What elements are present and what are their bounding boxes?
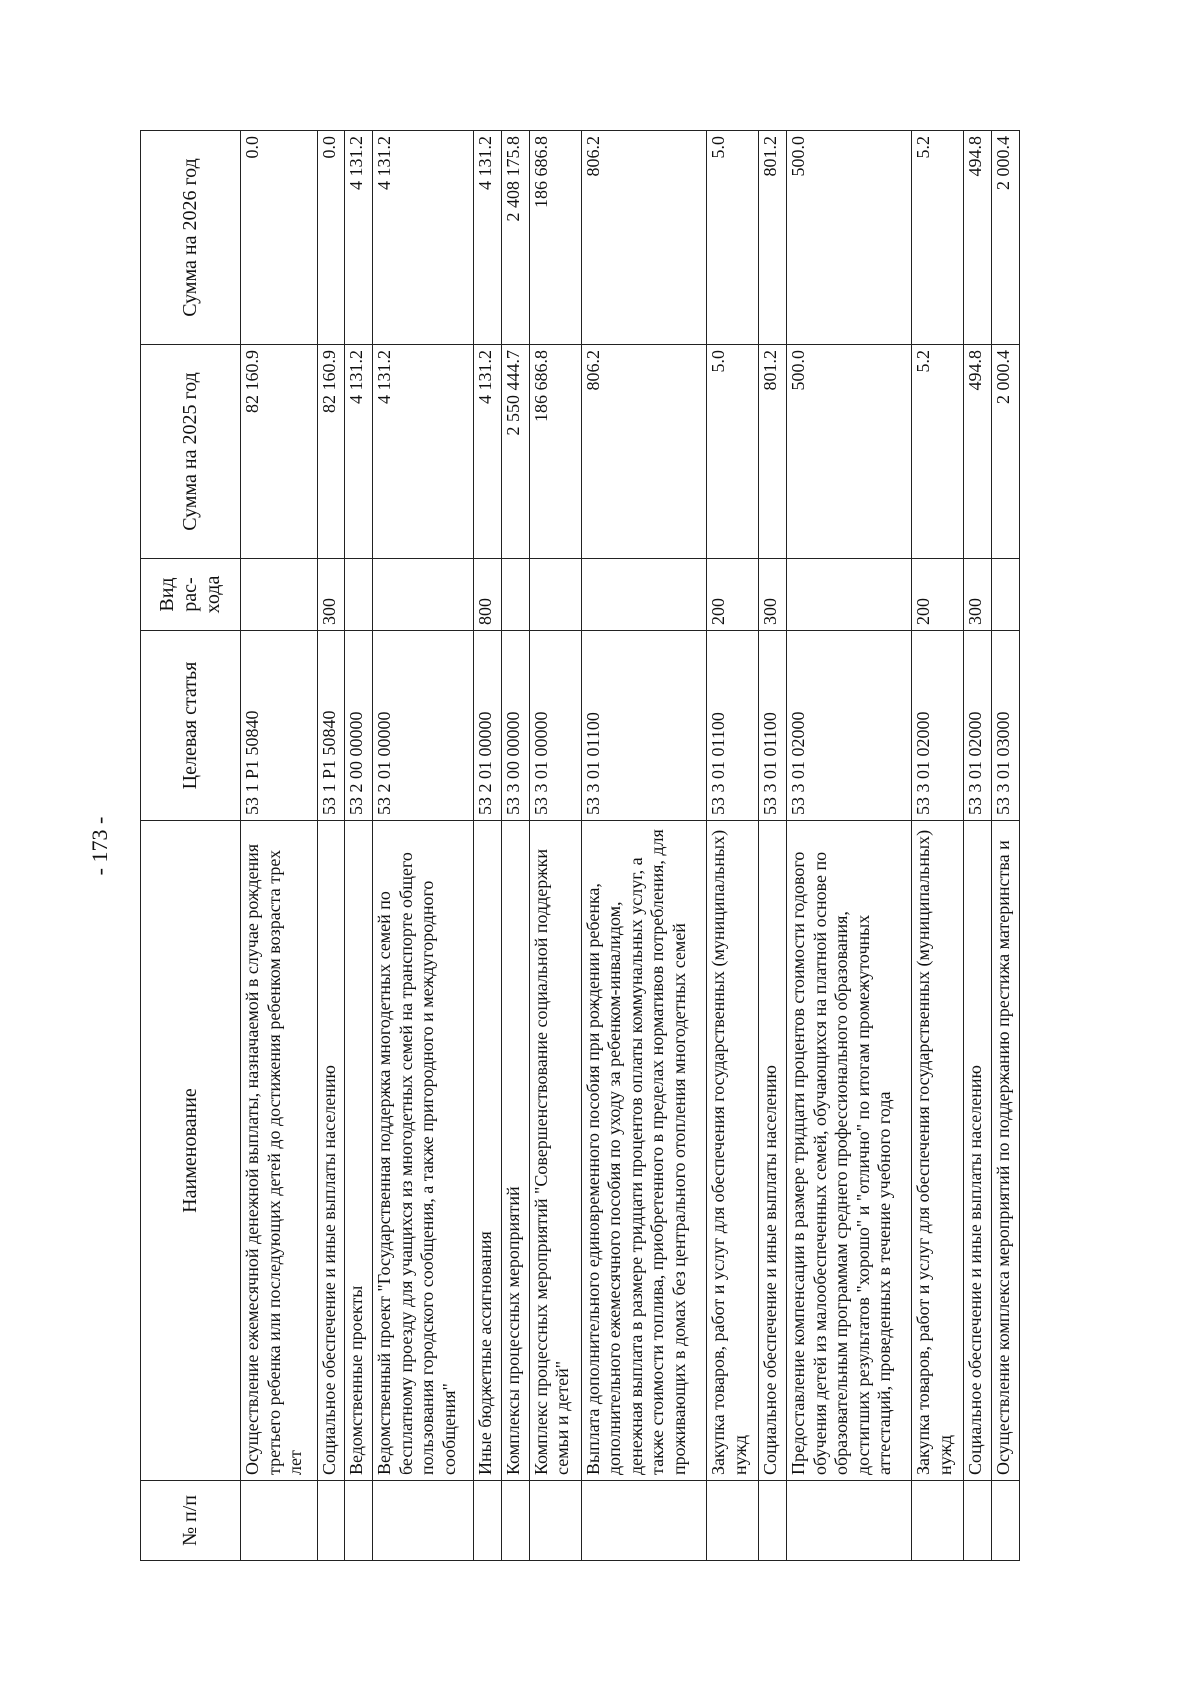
- cell-sum-2026: 5.0: [706, 131, 758, 345]
- cell-sum-2026: 500.0: [786, 131, 911, 345]
- cell-sum-2026: 2 408 175.8: [501, 131, 529, 345]
- cell-sum-2026: 0.0: [241, 131, 318, 345]
- cell-code: 53 3 01 01100: [706, 631, 758, 821]
- cell-code: 53 1 Р1 50840: [317, 631, 345, 821]
- cell-code: 53 1 Р1 50840: [241, 631, 318, 821]
- cell-sum-2026: 2 000.4: [992, 131, 1020, 345]
- header-sum-2026: Сумма на 2026 год: [141, 131, 241, 345]
- cell-kind: [241, 559, 318, 631]
- cell-name: Осуществление ежемесячной денежной выплаты, назначаемой в случае рождения третьего ребенка или последующих детей до достижения ребенком возраста трех лет: [241, 821, 318, 1481]
- header-num: № п/п: [141, 1481, 241, 1561]
- cell-sum-2025: 5.2: [912, 345, 964, 559]
- cell-kind: [373, 559, 474, 631]
- cell-sum-2025: 82 160.9: [317, 345, 345, 559]
- cell-num: [529, 1481, 581, 1561]
- cell-kind: 200: [912, 559, 964, 631]
- cell-num: [912, 1481, 964, 1561]
- cell-num: [759, 1481, 787, 1561]
- cell-sum-2025: 2 000.4: [992, 345, 1020, 559]
- table-row: [473, 131, 501, 1561]
- cell-num: [786, 1481, 911, 1561]
- cell-sum-2026: 186 686.8: [529, 131, 581, 345]
- cell-num: [345, 1481, 373, 1561]
- table-row: [345, 131, 373, 1561]
- cell-sum-2025: 4 131.2: [373, 345, 474, 559]
- table-header-row: [141, 131, 241, 1561]
- cell-code: 53 3 01 02000: [786, 631, 911, 821]
- table-row: [912, 131, 964, 1561]
- cell-name: Комплексы процессных мероприятий: [501, 821, 529, 1481]
- cell-code: 53 3 01 02000: [964, 631, 992, 821]
- cell-code: 53 2 00 00000: [345, 631, 373, 821]
- table-row: [759, 131, 787, 1561]
- table-row: [501, 131, 529, 1561]
- cell-sum-2025: 2 550 444.7: [501, 345, 529, 559]
- cell-name: Закупка товаров, работ и услуг для обеспечения государственных (муниципальных) нужд: [912, 821, 964, 1481]
- header-sum-2025: Сумма на 2025 год: [141, 345, 241, 559]
- cell-code: 53 3 01 01100: [759, 631, 787, 821]
- table-row: [373, 131, 474, 1561]
- cell-kind: 200: [706, 559, 758, 631]
- cell-num: [992, 1481, 1020, 1561]
- cell-num: [473, 1481, 501, 1561]
- cell-sum-2026: 4 131.2: [473, 131, 501, 345]
- cell-num: [581, 1481, 706, 1561]
- cell-kind: 300: [759, 559, 787, 631]
- header-code: Целевая статья: [141, 631, 241, 821]
- table-row: [317, 131, 345, 1561]
- cell-sum-2025: 806.2: [581, 345, 706, 559]
- cell-sum-2026: 494.8: [964, 131, 992, 345]
- cell-sum-2026: 5.2: [912, 131, 964, 345]
- page-number: - 173 -: [87, 816, 112, 876]
- cell-num: [964, 1481, 992, 1561]
- cell-name: Ведомственные проекты: [345, 821, 373, 1481]
- cell-name: Закупка товаров, работ и услуг для обеспечения государственных (муниципальных) нужд: [706, 821, 758, 1481]
- cell-sum-2025: 494.8: [964, 345, 992, 559]
- budget-table: [140, 130, 1020, 1561]
- cell-kind: 300: [964, 559, 992, 631]
- cell-sum-2026: 4 131.2: [373, 131, 474, 345]
- cell-sum-2026: 801.2: [759, 131, 787, 345]
- cell-sum-2025: 5.0: [706, 345, 758, 559]
- cell-sum-2025: 186 686.8: [529, 345, 581, 559]
- cell-num: [706, 1481, 758, 1561]
- cell-code: 53 2 01 00000: [473, 631, 501, 821]
- cell-name: Комплекс процессных мероприятий "Совершенствование социальной поддержки семьи и детей": [529, 821, 581, 1481]
- cell-kind: [786, 559, 911, 631]
- cell-name: Социальное обеспечение и иные выплаты населению: [759, 821, 787, 1481]
- cell-name: Ведомственный проект "Государственная поддержка многодетных семей по бесплатному проезду для учащихся из многодетных семей на транспорте общего пользования городского сообщения, а также пригородного и междугородного сообщения": [373, 821, 474, 1481]
- cell-code: 53 3 01 03000: [992, 631, 1020, 821]
- cell-sum-2025: 82 160.9: [241, 345, 318, 559]
- cell-name: Предоставление компенсации в размере тридцати процентов стоимости годового обучения детей из малообеспеченных семей, обучающихся на платной основе по образовательным программам среднего профессионального образования, достигших результатов "хорошо" и "отлично" по итогам промежуточных аттестаций, проведенных в течение учебного года: [786, 821, 911, 1481]
- cell-kind: [345, 559, 373, 631]
- cell-num: [373, 1481, 474, 1561]
- cell-code: 53 3 01 01100: [581, 631, 706, 821]
- cell-code: 53 3 01 02000: [912, 631, 964, 821]
- cell-sum-2026: 4 131.2: [345, 131, 373, 345]
- table-row: [964, 131, 992, 1561]
- cell-sum-2025: 801.2: [759, 345, 787, 559]
- cell-num: [501, 1481, 529, 1561]
- cell-name: Социальное обеспечение и иные выплаты населению: [317, 821, 345, 1481]
- cell-kind: 300: [317, 559, 345, 631]
- cell-sum-2025: 4 131.2: [473, 345, 501, 559]
- header-kind: Вид рас-хода: [141, 559, 241, 631]
- cell-sum-2026: 0.0: [317, 131, 345, 345]
- header-name: Наименование: [141, 821, 241, 1481]
- cell-sum-2025: 500.0: [786, 345, 911, 559]
- cell-code: 53 3 01 00000: [529, 631, 581, 821]
- table-row: [581, 131, 706, 1561]
- table-row: [992, 131, 1020, 1561]
- cell-num: [317, 1481, 345, 1561]
- cell-kind: [581, 559, 706, 631]
- table-row: [529, 131, 581, 1561]
- cell-kind: 800: [473, 559, 501, 631]
- table-body: [241, 131, 1020, 1561]
- cell-kind: [992, 559, 1020, 631]
- table-row: [241, 131, 318, 1561]
- cell-name: Осуществление комплекса мероприятий по поддержанию престижа материнства и: [992, 821, 1020, 1481]
- cell-num: [241, 1481, 318, 1561]
- table-row: [786, 131, 911, 1561]
- rotated-table-wrapper: [140, 131, 1020, 1561]
- cell-kind: [529, 559, 581, 631]
- cell-kind: [501, 559, 529, 631]
- table-row: [706, 131, 758, 1561]
- cell-name: Выплата дополнительного единовременного пособия при рождении ребенка, дополнительного ежемесячного пособия по уходу за ребенком-инвалидом, денежная выплата в размере тридцати процентов оплаты коммунальных услуг, а также стоимости топлива, приобретенного в пределах нормативов потребления, для проживающих в домах без центрального отопления многодетных семей: [581, 821, 706, 1481]
- cell-sum-2026: 806.2: [581, 131, 706, 345]
- cell-name: Социальное обеспечение и иные выплаты населению: [964, 821, 992, 1481]
- cell-name: Иные бюджетные ассигнования: [473, 821, 501, 1481]
- cell-code: 53 3 00 00000: [501, 631, 529, 821]
- cell-code: 53 2 01 00000: [373, 631, 474, 821]
- cell-sum-2025: 4 131.2: [345, 345, 373, 559]
